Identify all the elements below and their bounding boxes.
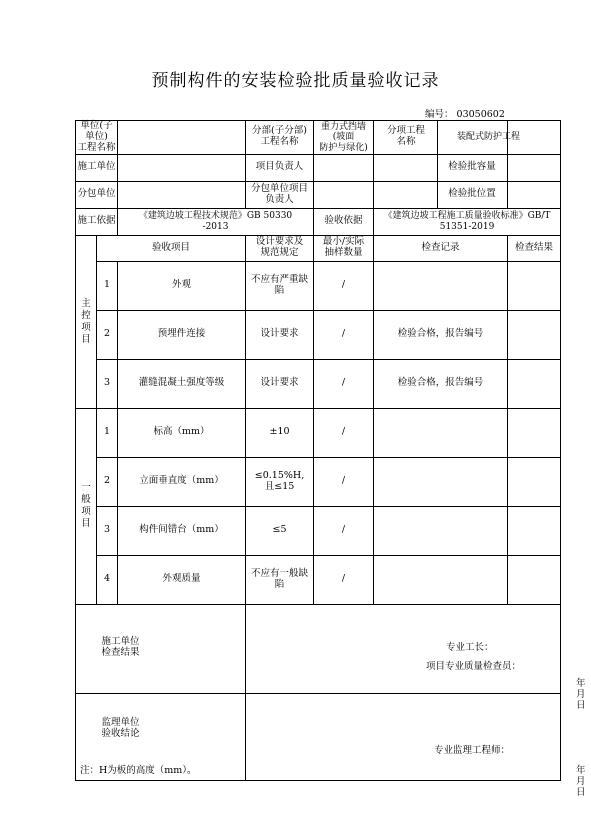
- construction-check-body[interactable]: [246, 604, 586, 711]
- header-row-subcontractor: [76, 181, 561, 208]
- row-item: 预埋件连接: [118, 310, 246, 359]
- row-requirement: 设计要求: [246, 310, 314, 359]
- construction-check-label-text: 施工单位 检查结果: [101, 636, 140, 659]
- header-row-constructor: [76, 154, 561, 181]
- basis-value: 《建筑边坡工程技术规范》GB 50330 -2013: [118, 208, 314, 235]
- batch-location-value[interactable]: [508, 181, 561, 208]
- header-row-basis: [76, 208, 561, 235]
- general-items-label: 一般项目: [81, 482, 91, 530]
- construction-check-label: [76, 604, 246, 693]
- supervision-date: 年 月 日: [576, 764, 586, 798]
- row-requirement: 不应有一般缺陷: [246, 555, 314, 604]
- row-no: 3: [97, 506, 118, 555]
- row-requirement: ±10: [246, 408, 314, 457]
- sub-pm-value[interactable]: [314, 181, 374, 208]
- row-requirement: 设计要求: [246, 359, 314, 408]
- pm-value[interactable]: [314, 154, 374, 181]
- row-record[interactable]: [374, 408, 508, 457]
- row-result[interactable]: [508, 261, 561, 310]
- table-row: [76, 555, 561, 604]
- row-sample[interactable]: /: [314, 457, 374, 506]
- supervision-check-label-text: 监理单位 验收结论: [101, 716, 140, 739]
- col-record: 检查记录: [374, 235, 508, 261]
- row-no: 2: [97, 457, 118, 506]
- col-result: 检查结果: [508, 235, 561, 261]
- row-no: 1: [97, 261, 118, 310]
- row-item: 灌缝混凝土强度等级: [118, 359, 246, 408]
- main-items-label: 主控项目: [81, 297, 91, 345]
- sub-pm-label: 分包单位项目 负责人: [246, 181, 314, 208]
- row-sample[interactable]: /: [314, 310, 374, 359]
- row-item: 标高（mm）: [118, 408, 246, 457]
- acceptance-basis-value: 《建筑边坡工程施工质量验收标准》GB/T 51351-2019: [374, 208, 561, 235]
- batch-location-cell: [374, 181, 508, 208]
- row-requirement: ≤5: [246, 506, 314, 555]
- subitem-value[interactable]: [457, 121, 561, 155]
- row-result[interactable]: [508, 555, 561, 604]
- quality-inspector-label: 项目专业质量检查员：: [426, 660, 522, 672]
- spacer: [375, 182, 438, 208]
- header-row-project: [76, 121, 561, 155]
- main-items-group: [76, 235, 97, 408]
- row-record[interactable]: 检验合格，报告编号: [374, 359, 508, 408]
- row-item: 外观质量: [118, 555, 246, 604]
- unit-project-label: 单位(子单位) 工程名称: [77, 120, 116, 153]
- batch-capacity-value[interactable]: [508, 154, 561, 181]
- row-result[interactable]: [508, 359, 561, 408]
- table-row: [76, 261, 561, 310]
- table-row: [76, 359, 561, 408]
- row-record[interactable]: 检验合格，报告编号: [374, 310, 508, 359]
- constructor-value[interactable]: [118, 154, 246, 181]
- supervising-engineer-label: 专业监理工程师：: [434, 744, 511, 756]
- pm-label: 项目负责人: [246, 154, 314, 181]
- batch-capacity-label: 检验批容量: [438, 155, 507, 181]
- division-value[interactable]: 重力式挡墙(坡面 防护与绿化): [314, 121, 374, 155]
- footnote: 注：H为板的高度（mm）。: [80, 765, 197, 776]
- general-items-group: [76, 408, 97, 604]
- row-sample[interactable]: /: [314, 261, 374, 310]
- subcontractor-value[interactable]: [118, 181, 246, 208]
- row-item: 外观: [118, 261, 246, 310]
- col-sample: 最小/实际 抽样数量: [314, 235, 374, 261]
- table-row: [76, 310, 561, 359]
- row-sample[interactable]: /: [314, 506, 374, 555]
- unit-project-value[interactable]: [118, 121, 246, 155]
- row-record[interactable]: [374, 506, 508, 555]
- row-result[interactable]: [508, 457, 561, 506]
- spacer: [375, 155, 438, 181]
- constructor-label: 施工单位: [76, 154, 118, 181]
- construction-check-row: [76, 604, 561, 693]
- row-no: 3: [97, 359, 118, 408]
- row-record[interactable]: [374, 555, 508, 604]
- supervision-check-body[interactable]: [246, 693, 586, 798]
- table-row: [76, 506, 561, 555]
- foreman-label: 专业工长：: [446, 641, 494, 653]
- acceptance-form-table: [75, 120, 586, 798]
- row-record[interactable]: [374, 457, 508, 506]
- division-label: 分部(子分部) 工程名称: [246, 121, 314, 155]
- table-row: [76, 457, 561, 506]
- row-sample[interactable]: /: [314, 555, 374, 604]
- row-no: 1: [97, 408, 118, 457]
- row-sample[interactable]: /: [314, 408, 374, 457]
- acceptance-basis-label: 验收依据: [314, 208, 374, 235]
- row-result[interactable]: [508, 310, 561, 359]
- batch-location-label: 检验批位置: [438, 182, 507, 208]
- row-requirement: 不应有严重缺陷: [246, 261, 314, 310]
- row-no: 4: [97, 555, 118, 604]
- col-item: 验收项目: [97, 235, 246, 261]
- basis-label: 施工依据: [76, 208, 118, 235]
- row-record[interactable]: [374, 261, 508, 310]
- batch-capacity-cell: [374, 154, 508, 181]
- row-item: 立面垂直度（mm）: [118, 457, 246, 506]
- row-no: 2: [97, 310, 118, 359]
- column-header-row: [76, 235, 561, 261]
- row-result[interactable]: [508, 408, 561, 457]
- subitem-value-text: 装配式防护工程: [457, 132, 521, 143]
- subcontractor-label: 分包单位: [76, 181, 118, 208]
- page-title: 预制构件的安装检验批质量验收记录: [151, 71, 440, 91]
- document-number: 编号： 03050602: [425, 109, 505, 120]
- row-result[interactable]: [508, 506, 561, 555]
- table-row: [76, 408, 561, 457]
- row-requirement: ≤0.15%H, 且≤15: [246, 457, 314, 506]
- construction-date: 年 月 日: [576, 677, 586, 711]
- row-sample[interactable]: /: [314, 359, 374, 408]
- row-item: 构件间错台（mm）: [118, 506, 246, 555]
- subitem-label: 分项工程 名称: [375, 121, 438, 154]
- col-requirement: 设计要求及 规范规定: [246, 235, 314, 261]
